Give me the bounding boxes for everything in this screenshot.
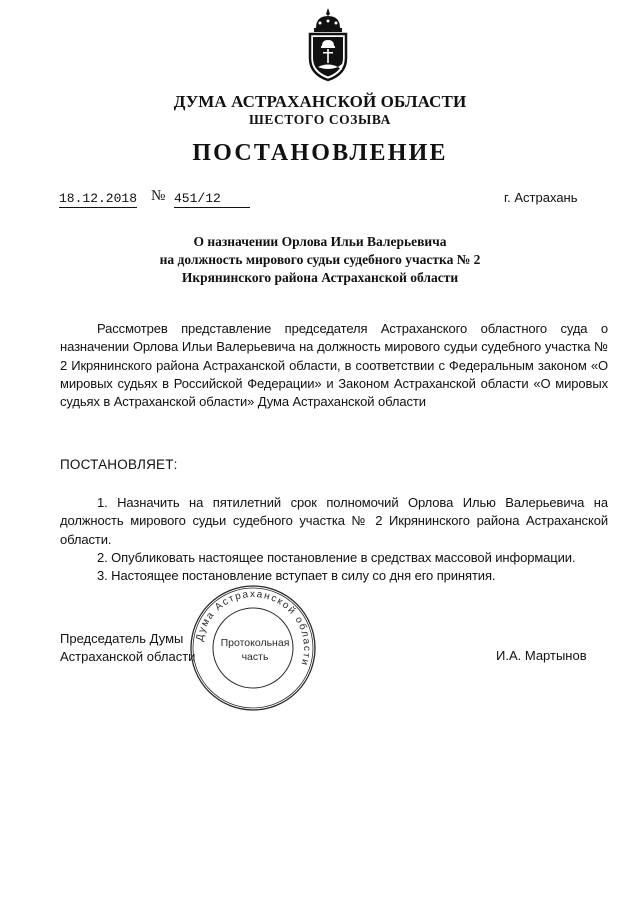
resolution-item: 2. Опубликовать настоящее постановление в средствах массовой информации. bbox=[97, 549, 576, 565]
number-sign: № bbox=[151, 188, 166, 204]
stamp-ring-text: Дума Астраханской области bbox=[194, 588, 313, 668]
resolution-items bbox=[60, 494, 608, 585]
document-type-title: ПОСТАНОВЛЕНИЕ bbox=[192, 140, 448, 166]
preamble-paragraph: Рассмотрев представление председателя Астраханского областного суда о назначении Орлова Ильи Валерьевича на должность мирового судьи судебного участка № 2 Икрянинского района Астраханской области, в соответствии с Федеральным законом «О мировых судьях в Российской Федерации» и Законом Астраханской области «О мировых судьях в Астраханской области» Дума Астраханской области bbox=[60, 321, 608, 410]
resolves-label: ПОСТАНОВЛЯЕТ: bbox=[60, 457, 178, 472]
document-date: 18.12.2018 bbox=[59, 191, 138, 206]
document-city: г. Астрахань bbox=[504, 190, 578, 205]
subject-line: Икрянинского района Астраханской области bbox=[181, 270, 459, 285]
signatory-title-line: Председатель Думы bbox=[60, 631, 184, 646]
resolution-item: 3. Настоящее постановление вступает в силу со дня его принятия. bbox=[97, 568, 496, 584]
subject-line: О назначении Орлова Ильи Валерьевича bbox=[193, 234, 447, 249]
document-number: 451/12 bbox=[174, 192, 250, 208]
document-subject bbox=[0, 233, 640, 287]
organization-name: ДУМА АСТРАХАНСКОЙ ОБЛАСТИ bbox=[173, 92, 467, 111]
signatory-name: И.А. Мартынов bbox=[496, 648, 587, 663]
convocation-label: ШЕСТОГО СОЗЫВА bbox=[249, 112, 391, 127]
coat-of-arms-icon bbox=[298, 6, 358, 84]
signatory-title-line: Астраханской области bbox=[60, 649, 196, 664]
subject-line: на должность мирового судьи судебного участка № 2 bbox=[159, 252, 481, 267]
stamp-center-line: Протокольная bbox=[220, 637, 290, 649]
stamp-center-line: часть bbox=[241, 651, 269, 663]
resolution-item: 1. Назначить на пятилетний срок полномочий Орлова Илью Валерьевича на должность мирового судьи судебного участка № 2 Икрянинского района Астраханской области. bbox=[60, 495, 608, 547]
signatory-title bbox=[60, 630, 195, 666]
stamp-center-text bbox=[214, 636, 296, 664]
